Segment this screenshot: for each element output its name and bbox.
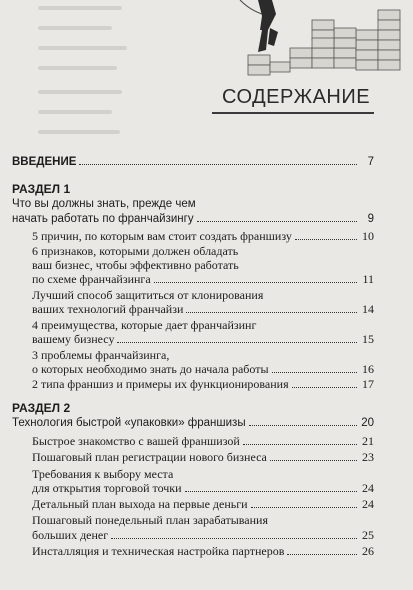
toc-entry[interactable] [32,450,374,466]
toc-entry[interactable] [32,332,374,348]
dot-leader [243,443,357,445]
dot-leader [185,490,357,492]
toc-entry[interactable] [32,528,374,544]
page-number: 7 [367,156,374,168]
page-number: 14 [362,302,374,316]
toc-entry-title: по схеме франчайзинга [32,272,151,286]
toc-entry-title: вашему бизнесу [32,332,115,346]
page-number: 23 [362,450,374,464]
toc-entry-title: больших денег [32,528,109,542]
section-1-title-line: Что вы должны знать, прежде чем [12,198,196,210]
toc-entry-title: 2 типа франшиз и примеры их функционирования [32,377,289,391]
dot-leader [270,459,357,461]
toc-entry-section-1[interactable] [12,213,374,229]
toc-entry-title: ВВЕДЕНИЕ [12,156,77,168]
dot-leader [287,553,357,555]
dot-leader [292,386,357,388]
toc-entry[interactable] [32,302,374,318]
page-number: 17 [362,377,374,391]
dot-leader [295,238,357,240]
toc-entry[interactable] [32,377,374,393]
dot-leader [186,311,357,313]
section-2-label: РАЗДЕЛ 2 [12,401,71,415]
page-number: 24 [362,497,374,511]
toc-entry[interactable] [32,481,374,497]
toc-entry[interactable] [32,272,374,288]
page-number: 25 [362,528,374,542]
page-number: 16 [362,362,374,376]
toc-entry-title: для открытия торговой точки [32,481,182,495]
toc-entry-title: Быстрое знакомство с вашей франшизой [32,434,240,448]
page-number: 21 [362,434,374,448]
toc-entry-line: Лучший способ защититься от клонирования [32,288,264,302]
heading-underline [212,112,374,114]
toc-entry-line: 6 признаков, которыми должен обладать [32,244,239,258]
toc-entry-title: 5 причин, по которым вам стоит создать франшизу [32,229,292,243]
section-1-label: РАЗДЕЛ 1 [12,182,71,196]
toc-entry-title: Технология быстрой «упаковки» франшизы [12,417,246,429]
toc-entry-intro[interactable] [12,156,374,172]
page-number: 15 [362,332,374,346]
toc-entry-section-2[interactable] [12,417,374,433]
toc-entry[interactable] [32,362,374,378]
toc-entry-line: Требования к выбору места [32,467,174,481]
toc-entry[interactable] [32,544,374,560]
page-number: 9 [367,213,374,225]
dot-leader [111,537,357,539]
page-number: 10 [362,229,374,243]
dot-leader [249,424,357,426]
toc-entry-title: о которых необходимо знать до начала работы [32,362,269,376]
toc-entry-line: 4 преимущества, которые дает франчайзинг [32,318,257,332]
toc-entry-title: Детальный план выхода на первые деньги [32,497,248,511]
toc-entry[interactable] [32,497,374,513]
page-number: 11 [362,272,374,286]
toc-entry-title: начать работать по франчайзингу [12,213,194,225]
toc-entry-title: Пошаговый план регистрации нового бизнеса [32,450,267,464]
toc-entry-title: Инсталляция и техническая настройка партнеров [32,544,285,558]
toc-entry-line: 3 проблемы франчайзинга, [32,348,170,362]
dot-leader [154,281,357,283]
dot-leader [117,341,357,343]
toc-entry[interactable] [32,229,374,245]
dot-leader [272,371,357,373]
page-number: 20 [361,417,374,429]
page-number: 26 [362,544,374,558]
contents-heading: СОДЕРЖАНИЕ [222,86,371,108]
toc-entry-title: ваших технологий франчайзи [32,302,184,316]
toc-entry[interactable] [32,434,374,450]
page-number: 24 [362,481,374,495]
dot-leader [79,163,357,165]
toc-entry-line: Пошаговый понедельный план зарабатывания [32,513,268,527]
toc-entry-line: ваш бизнес, чтобы эффективно работать [32,258,239,272]
dot-leader [197,220,357,222]
dot-leader [251,506,357,508]
